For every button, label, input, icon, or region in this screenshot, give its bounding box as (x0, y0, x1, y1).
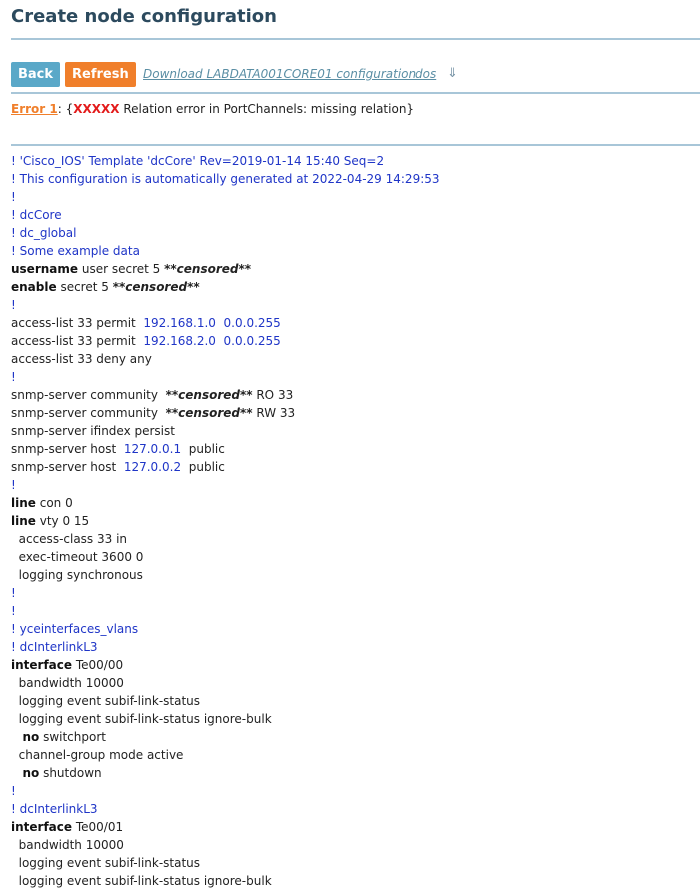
config-text: ! (11, 604, 16, 618)
config-ip: 192.168.2.0 (143, 334, 216, 348)
config-line (11, 278, 700, 296)
error-label-link[interactable]: Error 1 (11, 102, 58, 116)
config-text: access-list 33 deny any (11, 352, 152, 366)
page-title: Create node configuration (11, 6, 277, 27)
config-text: snmp-server ifindex persist (11, 424, 175, 438)
config-text: channel-group mode active (11, 748, 184, 762)
config-text (216, 334, 224, 348)
config-comment-line (11, 584, 700, 602)
error-brace: { (65, 102, 74, 116)
config-line (11, 746, 700, 764)
config-line (11, 872, 700, 890)
config-text: logging event subif-link-status ignore-bulk (11, 712, 272, 726)
config-line (11, 854, 700, 872)
config-text: ! (11, 586, 16, 600)
config-line (11, 332, 700, 350)
config-text: ! dcInterlinkL3 (11, 640, 98, 654)
config-text: RO 33 (252, 388, 294, 402)
toolbar-divider (11, 92, 700, 94)
config-line (11, 764, 700, 782)
config-comment-line (11, 296, 700, 314)
download-config-link[interactable]: Download LABDATA001CORE01 configuration (143, 67, 417, 81)
config-text: exec-timeout 3600 0 (11, 550, 144, 564)
config-text: ! dc_global (11, 226, 77, 240)
config-comment-line (11, 602, 700, 620)
config-text: snmp-server host (11, 442, 124, 456)
config-comment-line (11, 170, 700, 188)
config-ip: 0.0.0.255 (223, 316, 281, 330)
config-text (216, 316, 224, 330)
config-text: Te00/00 (72, 658, 124, 672)
error-separator: : (57, 102, 62, 116)
config-text: switchport (39, 730, 106, 744)
config-comment-line (11, 224, 700, 242)
config-line (11, 422, 700, 440)
config-ip: 192.168.1.0 (143, 316, 216, 330)
config-text: ! (11, 784, 16, 798)
config-comment-line (11, 800, 700, 818)
config-text: Te00/01 (72, 820, 124, 834)
config-text: ! (11, 190, 16, 204)
config-ip: 0.0.0.255 (223, 334, 281, 348)
config-text: logging synchronous (11, 568, 143, 582)
error-text: Relation error in PortChannels: missing relation} (123, 102, 415, 116)
config-line (11, 692, 700, 710)
config-line (11, 404, 700, 422)
config-comment-line (11, 620, 700, 638)
config-line (11, 386, 700, 404)
download-arrow-icon[interactable]: ⇓ (447, 66, 458, 81)
config-text: public (181, 460, 225, 474)
config-comment-line (11, 476, 700, 494)
config-comment-line (11, 368, 700, 386)
config-keyword: no (22, 766, 40, 780)
config-text: ! This configuration is automatically generated at 2022-04-29 14:29:53 (11, 172, 440, 186)
config-text: public (181, 442, 225, 456)
config-keyword: username (11, 262, 79, 276)
config-line (11, 458, 700, 476)
config-text: access-list 33 permit (11, 316, 144, 330)
config-text: ! (11, 370, 16, 384)
config-text (11, 766, 22, 780)
config-line (11, 350, 700, 368)
config-text (11, 730, 22, 744)
config-censored: **censored** (164, 262, 252, 276)
config-comment-line (11, 638, 700, 656)
config-line (11, 260, 700, 278)
config-text: RW 33 (252, 406, 296, 420)
config-line (11, 710, 700, 728)
config-line (11, 836, 700, 854)
config-text: access-class 33 in (11, 532, 128, 546)
config-keyword: interface (11, 820, 73, 834)
error-code: XXXXX (73, 102, 120, 116)
config-line (11, 674, 700, 692)
config-line (11, 530, 700, 548)
configuration-output (11, 152, 700, 890)
config-line (11, 728, 700, 746)
config-keyword: line (11, 496, 36, 510)
config-text: con 0 (35, 496, 73, 510)
config-divider (11, 144, 700, 146)
config-text: snmp-server community (11, 406, 166, 420)
dos-format-link[interactable]: dos (415, 67, 437, 81)
config-ip: 127.0.0.1 (123, 442, 182, 456)
config-text: ! (11, 298, 16, 312)
config-comment-line (11, 152, 700, 170)
config-comment-line (11, 782, 700, 800)
config-text: secret 5 (56, 280, 113, 294)
config-text: ! yceinterfaces_vlans (11, 622, 139, 636)
config-line (11, 494, 700, 512)
config-text: bandwidth 10000 (11, 676, 124, 690)
config-comment-line (11, 242, 700, 260)
config-text: vty 0 15 (35, 514, 90, 528)
config-text: logging event subif-link-status (11, 694, 201, 708)
config-line (11, 440, 700, 458)
config-text: ! (11, 478, 16, 492)
config-censored: **censored** (165, 406, 253, 420)
config-text: ! dcCore (11, 208, 62, 222)
config-line (11, 818, 700, 836)
config-line (11, 512, 700, 530)
config-line (11, 656, 700, 674)
config-text: bandwidth 10000 (11, 838, 124, 852)
config-text: ! dcInterlinkL3 (11, 802, 98, 816)
config-censored: **censored** (165, 388, 253, 402)
config-text: logging event subif-link-status ignore-bulk (11, 874, 272, 888)
config-ip: 127.0.0.2 (123, 460, 182, 474)
config-text: snmp-server community (11, 388, 166, 402)
config-line (11, 548, 700, 566)
config-text: ! 'Cisco_IOS' Template 'dcCore' Rev=2019-01-14 15:40 Seq=2 (11, 154, 385, 168)
config-text: user secret 5 (78, 262, 165, 276)
config-line (11, 566, 700, 584)
config-comment-line (11, 206, 700, 224)
config-keyword: line (11, 514, 36, 528)
config-text: access-list 33 permit (11, 334, 144, 348)
refresh-button[interactable]: Refresh (65, 62, 136, 87)
config-keyword: interface (11, 658, 73, 672)
header-divider (11, 38, 700, 40)
config-text: snmp-server host (11, 460, 124, 474)
config-keyword: enable (11, 280, 57, 294)
error-message (11, 102, 414, 116)
config-text: shutdown (39, 766, 102, 780)
config-keyword: no (22, 730, 40, 744)
config-censored: **censored** (112, 280, 200, 294)
config-text: ! Some example data (11, 244, 140, 258)
config-comment-line (11, 188, 700, 206)
config-line (11, 314, 700, 332)
config-text: logging event subif-link-status (11, 856, 201, 870)
back-button[interactable]: Back (11, 62, 60, 87)
